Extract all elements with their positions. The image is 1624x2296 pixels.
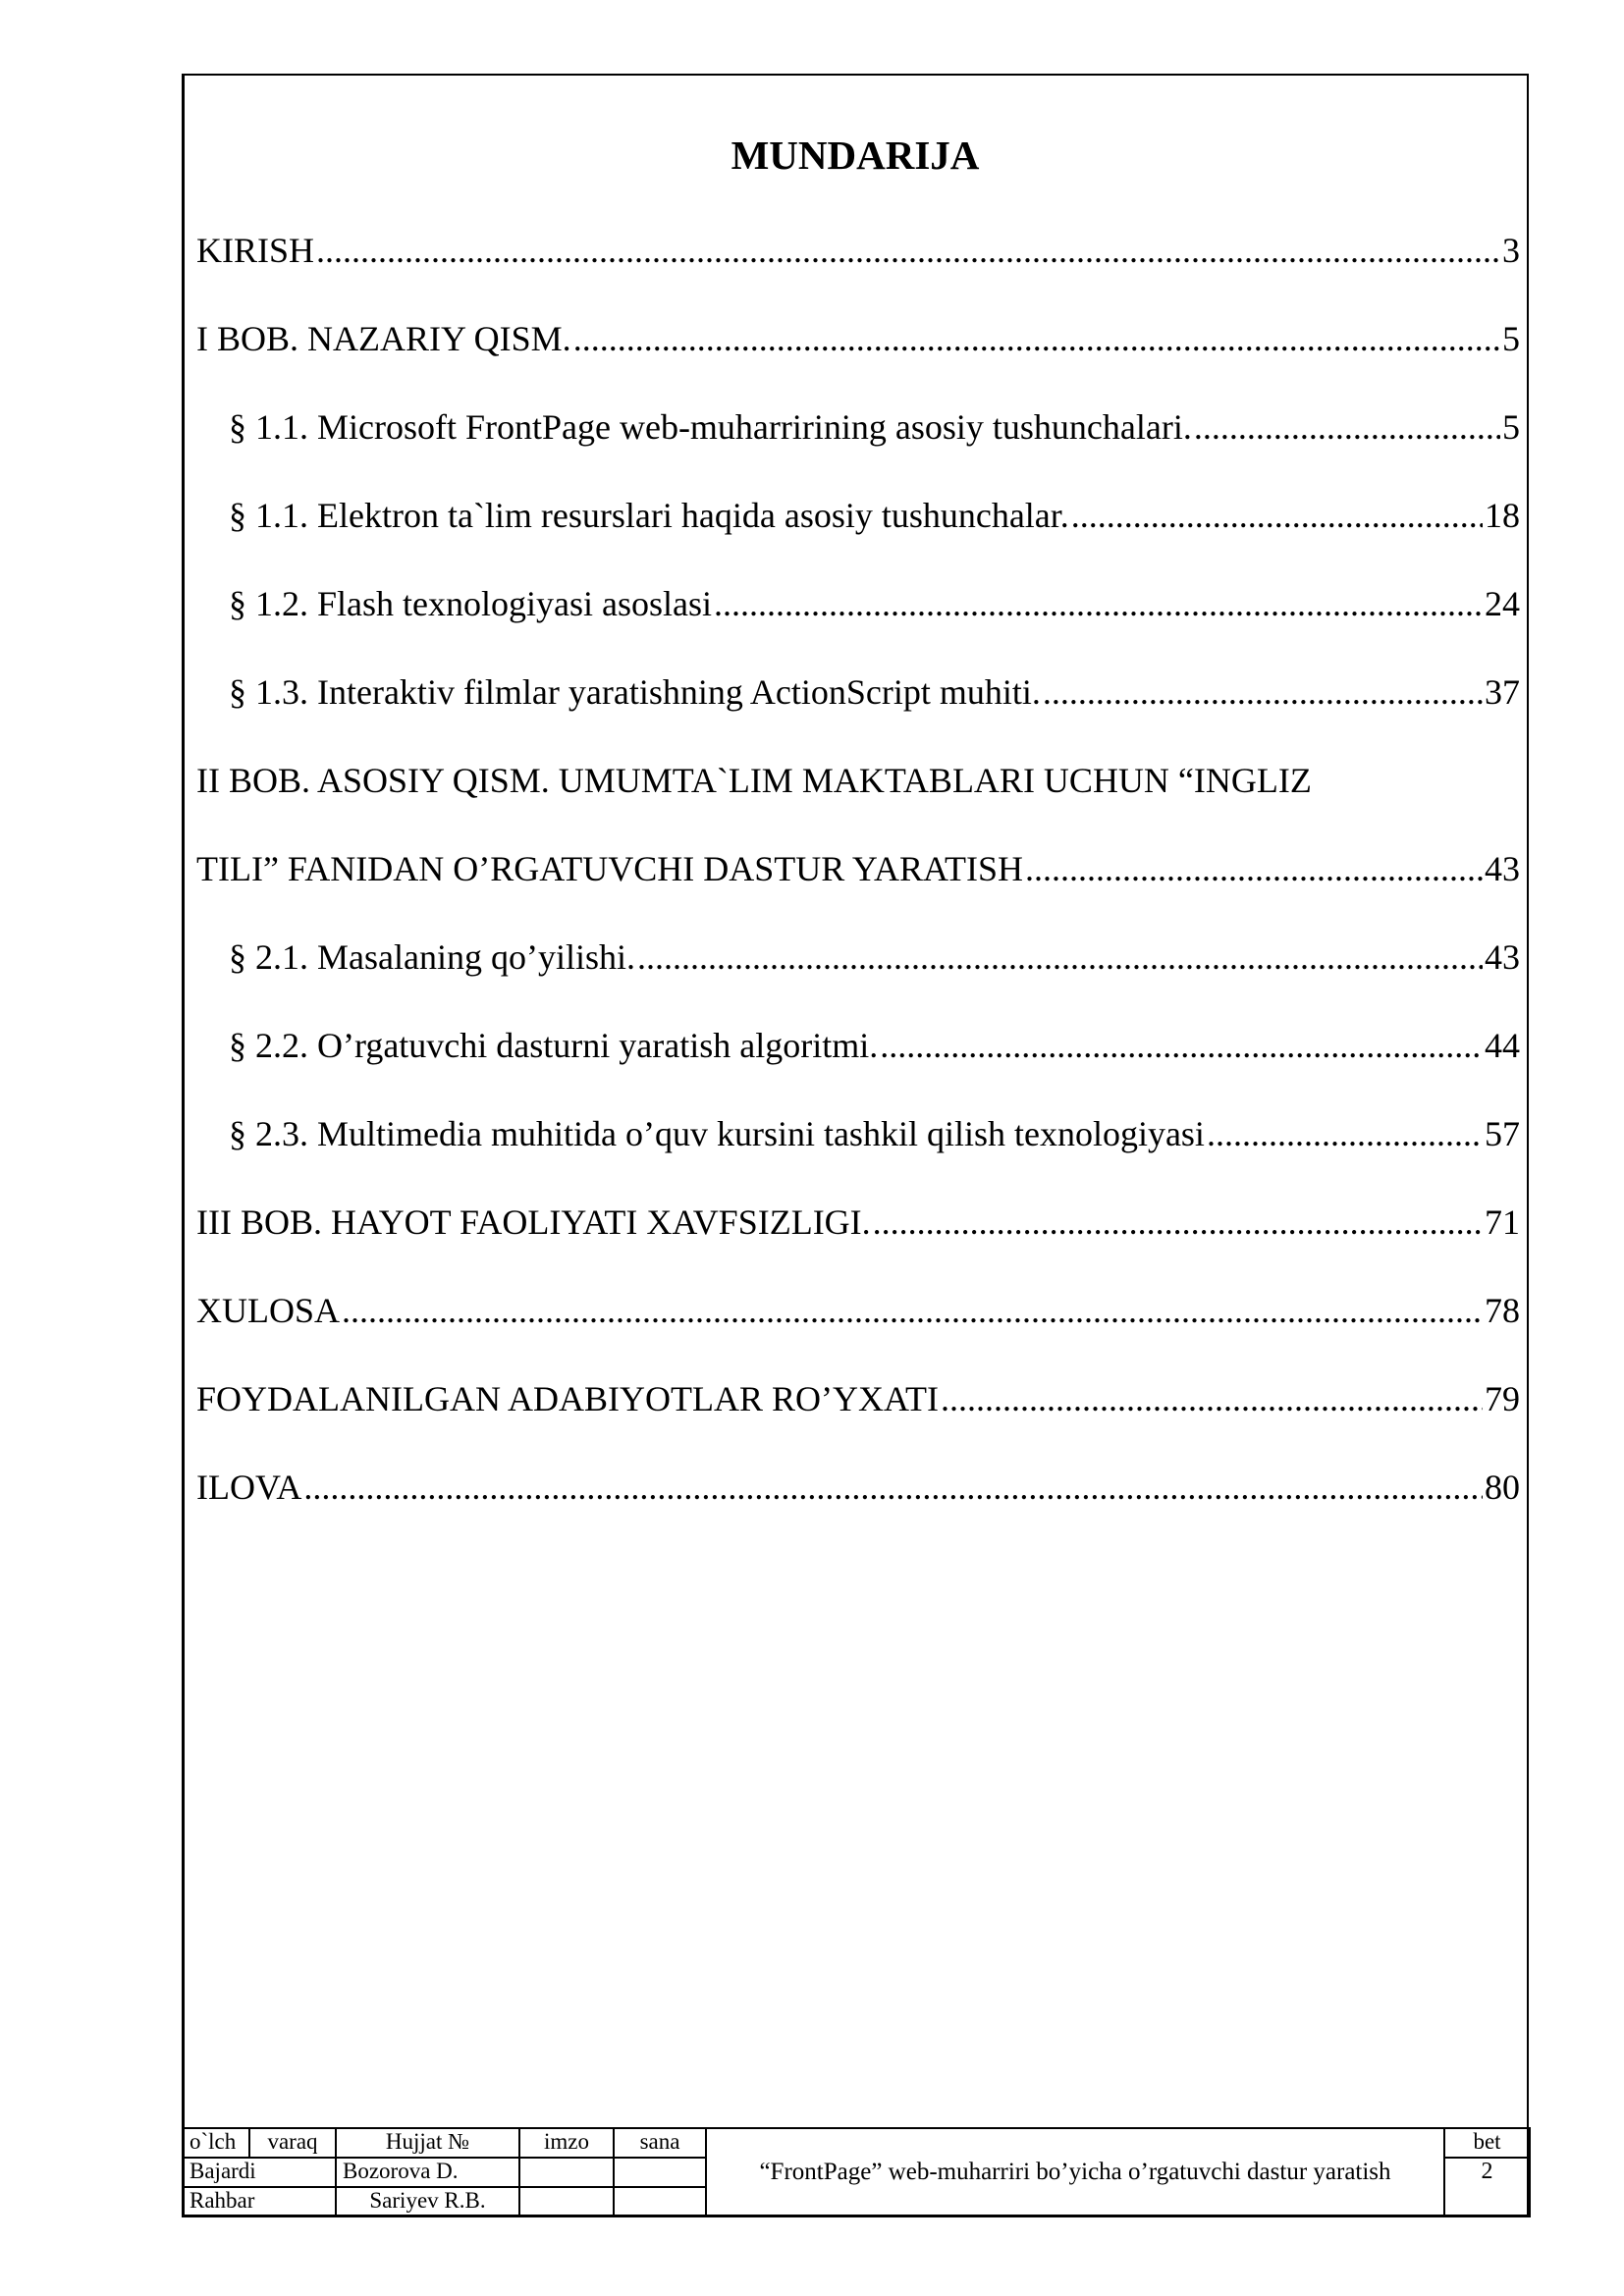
toc-entry-page-number: 5 xyxy=(1502,407,1520,447)
toc-dot-leader xyxy=(303,1458,1483,1517)
stamp-header-varaq: varaq xyxy=(249,2128,336,2158)
toc-entry-label: III BOB. HAYOT FAOLIYATI XAVFSIZLIGI. xyxy=(196,1202,871,1242)
toc-entry xyxy=(196,398,1520,486)
toc-entry-label: § 2.3. Multimedia muhitida o’quv kursini tashkil qilish texnologiyasi xyxy=(229,1114,1205,1153)
toc-entry xyxy=(196,574,1520,663)
toc-entry-label: TILI” FANIDAN O’RGATUVCHI DASTUR YARATISH xyxy=(196,849,1023,888)
toc-entry-label: § 2.1. Masalaning qo’yilishi. xyxy=(229,937,635,977)
toc-entry xyxy=(196,1016,1520,1104)
toc-entry-label: § 2.2. O’rgatuvchi dasturni yaratish algoritmi. xyxy=(229,1026,879,1065)
toc-entry-page-number: 18 xyxy=(1485,496,1520,535)
toc-entry xyxy=(196,663,1520,751)
stamp-date-bajardi xyxy=(614,2158,706,2187)
stamp-name-bajardi: Bozorova D. xyxy=(336,2158,519,2187)
stamp-role-bajardi: Bajardi xyxy=(183,2158,336,2187)
toc-dot-leader xyxy=(316,221,1500,280)
toc-dot-leader xyxy=(637,928,1483,987)
toc-dot-leader xyxy=(342,1281,1483,1340)
stamp-header-hujjat: Hujjat № xyxy=(336,2128,519,2158)
toc-entry xyxy=(196,221,1520,309)
toc-entry-page-number: 71 xyxy=(1485,1202,1520,1242)
toc-dot-leader xyxy=(1025,839,1483,898)
title-block-stamp xyxy=(182,2127,1531,2217)
toc-entry-page-number: 44 xyxy=(1485,1026,1520,1065)
toc-dot-leader xyxy=(1207,1104,1483,1163)
page-title: MUNDARIJA xyxy=(731,133,980,178)
stamp-document-title: “FrontPage” web-muharriri bo’yicha o’rgatuvchi dastur yaratish xyxy=(706,2128,1444,2216)
stamp-header-imzo: imzo xyxy=(519,2128,614,2158)
toc-entry-label: KIRISH xyxy=(196,231,315,270)
toc-entry-page-number: 80 xyxy=(1485,1468,1520,1507)
stamp-role-rahbar: Rahbar xyxy=(183,2187,336,2216)
toc-entry xyxy=(196,1281,1520,1369)
toc-entry-page-number: 3 xyxy=(1502,231,1520,270)
toc-entry-page-number: 37 xyxy=(1485,672,1520,712)
toc-entry xyxy=(196,839,1520,928)
toc-entry xyxy=(196,928,1520,1016)
toc-entry xyxy=(196,1193,1520,1281)
toc-entry xyxy=(196,486,1520,574)
toc-entry-label: § 1.2. Flash texnologiyasi asoslasi xyxy=(229,584,712,623)
toc-entry-page-number: 79 xyxy=(1485,1379,1520,1418)
toc-entry xyxy=(196,1369,1520,1458)
toc-entry-page-number: 57 xyxy=(1485,1114,1520,1153)
toc-entry xyxy=(196,1458,1520,1546)
stamp-header-olch: o`lch xyxy=(183,2128,249,2158)
toc-dot-leader xyxy=(1194,398,1500,456)
toc-entry-label: § 1.3. Interaktiv filmlar yaratishning ActionScript muhiti. xyxy=(229,672,1041,712)
toc-dot-leader xyxy=(941,1369,1483,1428)
toc-entry-label: FOYDALANILGAN ADABIYOTLAR RO’YXATI xyxy=(196,1379,939,1418)
toc-entry-label: § 1.1. Microsoft FrontPage web-muharririning asosiy tushunchalari. xyxy=(229,407,1192,447)
toc-entry xyxy=(196,751,1520,839)
toc-entry-label: I BOB. NAZARIY QISM. xyxy=(196,319,571,358)
stamp-header-sana: sana xyxy=(614,2128,706,2158)
toc-entry-label: § 1.1. Elektron ta`lim resurslari haqida asosiy tushunchalar. xyxy=(229,496,1069,535)
table-of-contents xyxy=(196,221,1520,1546)
toc-dot-leader xyxy=(714,574,1483,633)
toc-entry-label: XULOSA xyxy=(196,1291,341,1330)
stamp-name-rahbar: Sariyev R.B. xyxy=(336,2187,519,2216)
stamp-signature-rahbar xyxy=(519,2187,614,2216)
toc-entry-label: II BOB. ASOSIY QISM. UMUMTA`LIM MAKTABLARI UCHUN “INGLIZ xyxy=(196,761,1312,800)
toc-entry-page-number: 24 xyxy=(1485,584,1520,623)
stamp-signature-bajardi xyxy=(519,2158,614,2187)
toc-entry-page-number: 78 xyxy=(1485,1291,1520,1330)
toc-dot-leader xyxy=(573,309,1500,368)
toc-entry xyxy=(196,309,1520,398)
stamp-page-number: 2 xyxy=(1444,2158,1530,2216)
stamp-date-rahbar xyxy=(614,2187,706,2216)
toc-dot-leader xyxy=(1043,663,1483,721)
toc-dot-leader xyxy=(880,1016,1483,1075)
toc-entry xyxy=(196,1104,1520,1193)
toc-dot-leader xyxy=(873,1193,1483,1252)
toc-entry-label: ILOVA xyxy=(196,1468,302,1507)
toc-entry-page-number: 43 xyxy=(1485,937,1520,977)
toc-dot-leader xyxy=(1071,486,1483,545)
stamp-header-bet: bet xyxy=(1444,2128,1530,2158)
toc-entry-page-number: 5 xyxy=(1502,319,1520,358)
toc-entry-page-number: 43 xyxy=(1485,849,1520,888)
